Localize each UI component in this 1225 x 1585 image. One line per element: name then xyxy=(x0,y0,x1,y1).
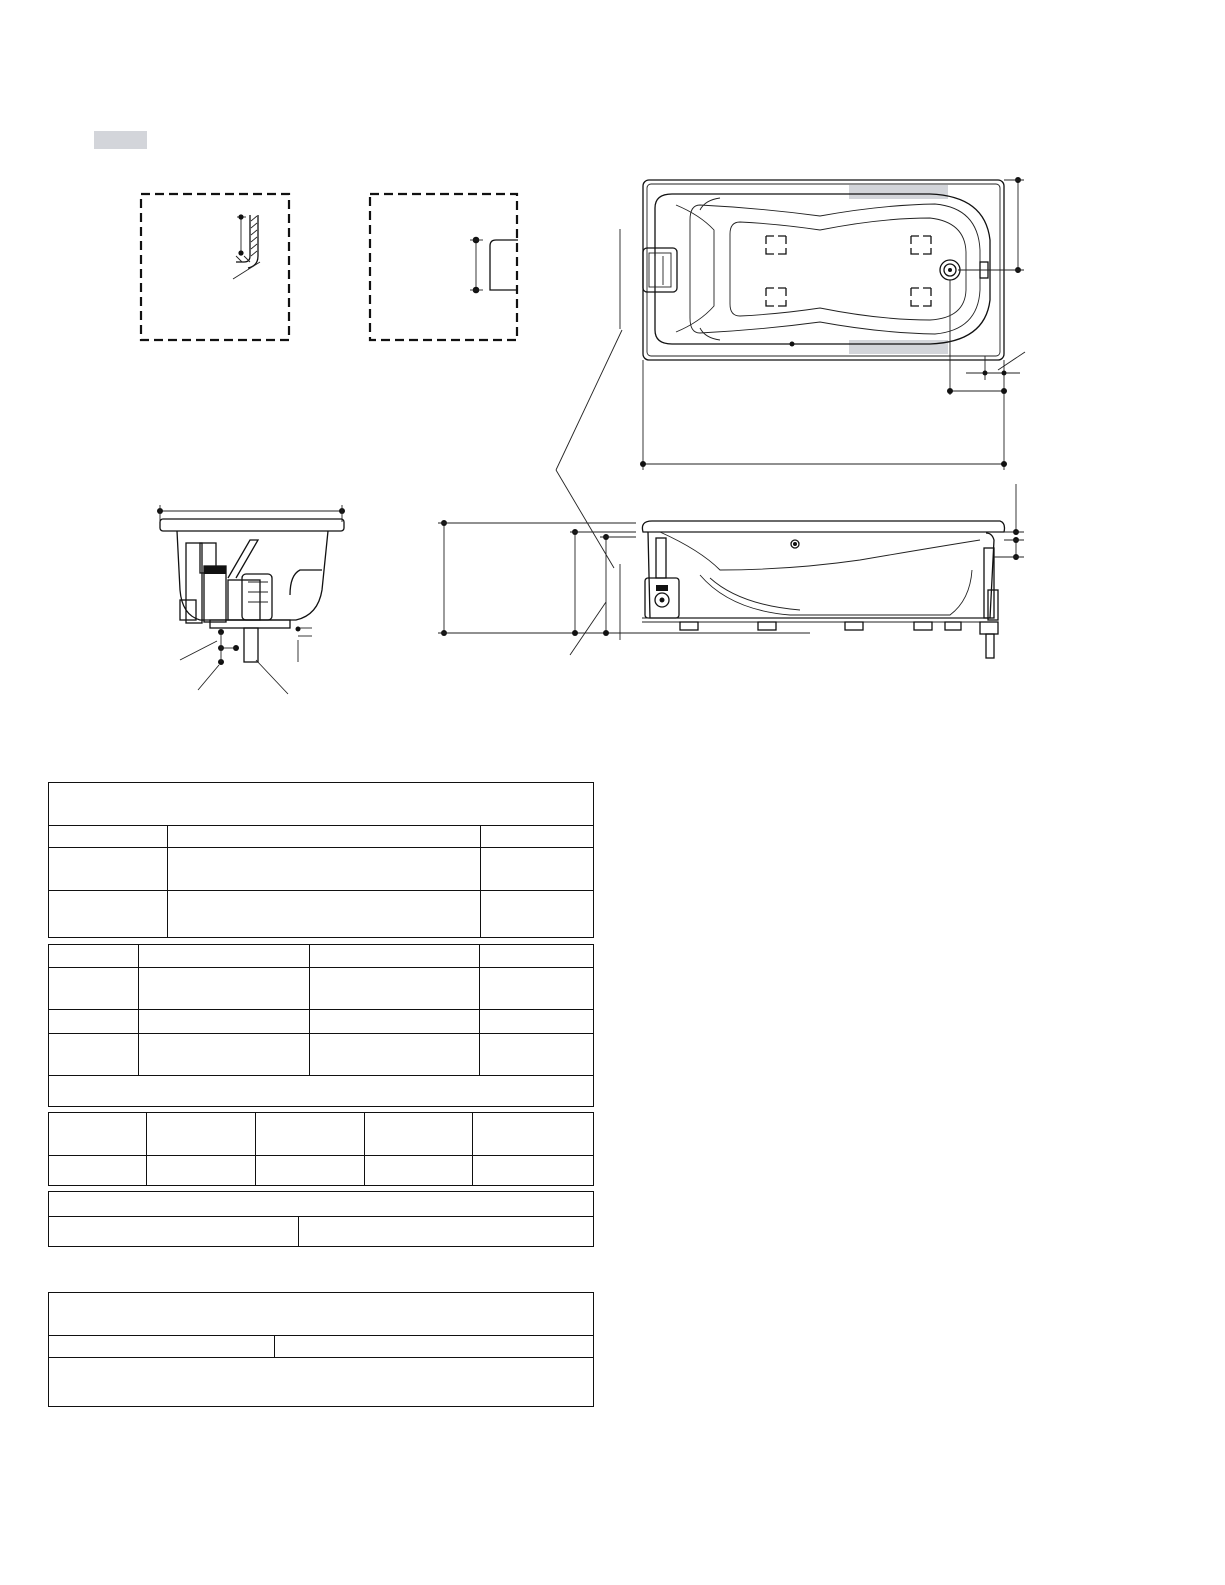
table-cell xyxy=(365,1113,473,1156)
table-cell xyxy=(256,1156,365,1186)
table-cell xyxy=(49,1217,299,1247)
table-cell xyxy=(49,890,168,937)
table-cell xyxy=(139,1010,310,1034)
table-cell xyxy=(310,1010,480,1034)
drain-pipe xyxy=(244,628,258,662)
table-cell xyxy=(139,945,310,968)
table-cell xyxy=(139,968,310,1010)
spec-table-2-footer xyxy=(49,1076,594,1107)
leader-b xyxy=(198,665,219,690)
label-block-top xyxy=(849,185,948,199)
table-cell xyxy=(168,826,481,848)
table-cell xyxy=(481,890,594,937)
table-cell xyxy=(480,968,594,1010)
base-plate xyxy=(210,620,290,628)
table-cell xyxy=(49,1113,147,1156)
leader-line xyxy=(233,262,260,279)
table-cell xyxy=(49,848,168,890)
spec-table-4 xyxy=(48,1191,594,1247)
detail-1-frame xyxy=(141,194,289,340)
plan-view xyxy=(620,177,1025,470)
table-cell xyxy=(168,848,481,890)
table-cell xyxy=(139,1034,310,1076)
table-cell xyxy=(49,945,139,968)
table-cell xyxy=(473,1156,594,1186)
detail-2-frame xyxy=(370,194,517,340)
spec-table-1 xyxy=(48,782,594,938)
spec-table-5 xyxy=(48,1292,594,1407)
motor xyxy=(242,574,272,620)
spec-table-2 xyxy=(48,944,594,1107)
section-leader xyxy=(556,330,622,470)
spec-table-5-footer xyxy=(49,1358,594,1407)
jet-marks xyxy=(766,236,931,306)
table-cell xyxy=(310,945,480,968)
pump-body xyxy=(204,566,226,622)
spec-table-4-header xyxy=(49,1192,594,1217)
table-cell xyxy=(147,1156,256,1186)
table-cell xyxy=(480,1010,594,1034)
table-cell xyxy=(49,1336,275,1358)
table-cell xyxy=(256,1113,365,1156)
side-rim xyxy=(642,521,1004,532)
table-cell xyxy=(480,1034,594,1076)
side-elevation xyxy=(438,330,1024,658)
table-cell xyxy=(49,1010,139,1034)
table-cell xyxy=(299,1217,594,1247)
spec-table-1-header xyxy=(49,783,594,826)
leader-c xyxy=(256,660,288,694)
pump-unit-plan xyxy=(643,248,677,292)
pump-standpipe xyxy=(656,538,666,578)
spec-table-3 xyxy=(48,1112,594,1186)
table-cell xyxy=(480,945,594,968)
table-cell xyxy=(473,1113,594,1156)
rim-profile xyxy=(236,215,250,262)
end-rim xyxy=(160,519,344,531)
table-cell xyxy=(147,1113,256,1156)
table-cell xyxy=(481,848,594,890)
label-block-bottom xyxy=(849,340,948,354)
detail-view-1 xyxy=(141,194,289,340)
table-cell xyxy=(168,890,481,937)
table-cell xyxy=(310,1034,480,1076)
leader-a xyxy=(180,641,217,660)
table-cell xyxy=(481,826,594,848)
end-view xyxy=(157,505,345,694)
spec-table-5-header xyxy=(49,1293,594,1336)
table-cell xyxy=(49,1034,139,1076)
side-shell xyxy=(648,532,994,618)
gray-title-tag xyxy=(94,131,147,149)
table-cell xyxy=(49,1156,147,1186)
table-cell xyxy=(49,968,139,1010)
table-cell xyxy=(310,968,480,1010)
flange-profile xyxy=(490,240,518,290)
table-cell xyxy=(365,1156,473,1186)
detail-view-2 xyxy=(370,194,518,340)
table-cell xyxy=(275,1336,594,1358)
table-cell xyxy=(49,826,168,848)
